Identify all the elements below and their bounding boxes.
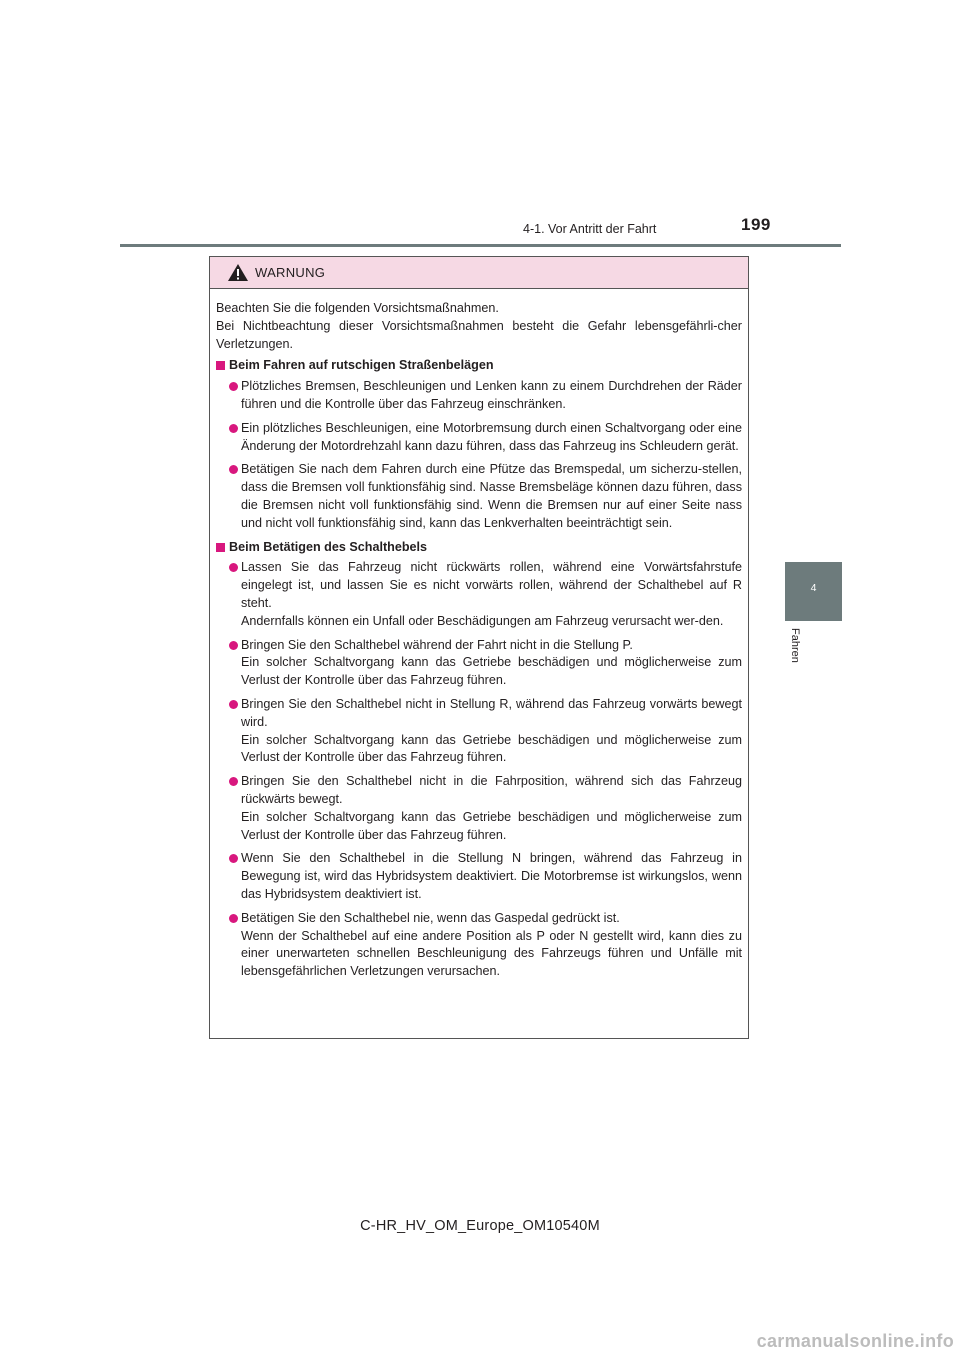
list-item-text: Wenn der Schalthebel auf eine andere Position als P oder N gestellt wird, kann dies zu einer unerwarteten schnellen Beschleunigung des Fahrzeugs führen und Unfälle mit lebensgefährlichen Verletzungen verursachen. <box>241 928 742 979</box>
list-item <box>216 696 742 767</box>
list-item-text: Ein solcher Schaltvorgang kann das Getriebe beschädigen und möglicherweise zum Verlust der Kontrolle über das Fahrzeug führen. <box>241 655 742 688</box>
intro-line: Beachten Sie die folgenden Vorsichtsmaßnahmen. <box>216 301 499 315</box>
square-bullet-icon <box>216 361 225 370</box>
chapter-number: 4 <box>810 582 817 594</box>
header-rule <box>120 244 841 247</box>
list-item-text: Bringen Sie den Schalthebel nicht in die Fahrposition, während sich das Fahrzeug rückwärts bewegt. <box>241 774 742 806</box>
list-item <box>216 850 742 903</box>
bullet-dot-icon <box>229 914 238 923</box>
bullet-dot-icon <box>229 700 238 709</box>
intro-line: Bei Nichtbeachtung dieser Vorsichtsmaßnahmen besteht die Gefahr lebensgefährli-cher Verletzungen. <box>216 318 742 351</box>
warning-box <box>209 256 749 1039</box>
warning-header <box>210 257 748 289</box>
section-heading-text: Beim Fahren auf rutschigen Straßenbelägen <box>229 358 494 373</box>
list-item <box>216 910 742 981</box>
list-item-text: Lassen Sie das Fahrzeug nicht rückwärts rollen, während eine Vorwärtsfahrstufe eingelegt ist, und lassen Sie es nicht vorwärts rollen, während der Schalthebel auf R steht. <box>241 560 742 610</box>
section-heading <box>216 539 742 557</box>
bullet-dot-icon <box>229 563 238 572</box>
list-item-text: Wenn Sie den Schalthebel in die Stellung N bringen, während das Fahrzeug in Bewegung ist, wird das Hybridsystem deaktiviert. Die Motorbremse ist wirkungslos, wenn das Hybridsystem deaktiviert ist. <box>241 851 742 901</box>
square-bullet-icon <box>216 543 225 552</box>
chapter-tab <box>785 562 842 621</box>
warning-intro <box>216 300 742 353</box>
section-heading <box>216 357 742 375</box>
list-item <box>216 461 742 532</box>
bullet-dot-icon <box>229 424 238 433</box>
list-item <box>216 378 742 414</box>
bullet-dot-icon <box>229 465 238 474</box>
list-item-text: Bringen Sie den Schalthebel während der Fahrt nicht in die Stellung P. <box>241 637 633 652</box>
list-item <box>216 420 742 456</box>
list-item-text: Ein solcher Schaltvorgang kann das Getriebe beschädigen und möglicherweise zum Verlust der Kontrolle über das Fahrzeug führen. <box>241 809 742 842</box>
list-item <box>216 559 742 630</box>
section-header: 4-1. Vor Antritt der Fahrt <box>523 222 657 236</box>
list-item <box>216 773 742 844</box>
warning-title: WARNUNG <box>255 265 326 280</box>
section-heading-text: Beim Betätigen des Schalthebels <box>229 539 428 554</box>
chapter-label-text: Fahren <box>789 628 801 663</box>
chapter-label <box>787 628 801 670</box>
warning-body <box>210 289 748 981</box>
page-number: 199 <box>741 215 771 234</box>
list-item-text: Ein plötzliches Beschleunigen, eine Motorbremsung durch einen Schaltvorgang oder eine Änderung der Motordrehzahl kann dazu führen, dass das Fahrzeug ins Schleudern gerät. <box>241 420 742 453</box>
list-item-text: Bringen Sie den Schalthebel nicht in Stellung R, während das Fahrzeug vorwärts bewegt wird. <box>241 696 742 729</box>
bullet-dot-icon <box>229 854 238 863</box>
list-item <box>216 637 742 690</box>
bullet-dot-icon <box>229 777 238 786</box>
list-item-text: Andernfalls können ein Unfall oder Beschädigungen am Fahrzeug verursacht wer-den. <box>241 613 724 628</box>
bullet-dot-icon <box>229 382 238 391</box>
bullet-dot-icon <box>229 641 238 650</box>
list-item-text: Plötzliches Bremsen, Beschleunigen und Lenken kann zu einem Durchdrehen der Räder führen und die Kontrolle über das Fahrzeug einschränken. <box>241 379 742 411</box>
list-item-text: Betätigen Sie den Schalthebel nie, wenn das Gaspedal gedrückt ist. <box>241 910 620 925</box>
warning-triangle-icon <box>227 263 249 282</box>
list-item-text: Ein solcher Schaltvorgang kann das Getriebe beschädigen und möglicherweise zum Verlust der Kontrolle über das Fahrzeug führen. <box>241 732 742 765</box>
list-item-text: Betätigen Sie nach dem Fahren durch eine Pfütze das Bremspedal, um sicherzu-stellen, dass die Bremsen voll funktionsfähig sind. Nasse Bremsbeläge können dazu führen, dass die Bremsen nicht voll funktionsfähig sind. Wenn die Bremsen nur auf einer Seite nass und nicht voll funktionsfähig sind, kann das Lenkverhalten beeinträchtigt sein. <box>241 462 742 530</box>
document-id: C-HR_HV_OM_Europe_OM10540M <box>360 1218 600 1234</box>
watermark: carmanualsonline.info <box>756 1331 954 1351</box>
